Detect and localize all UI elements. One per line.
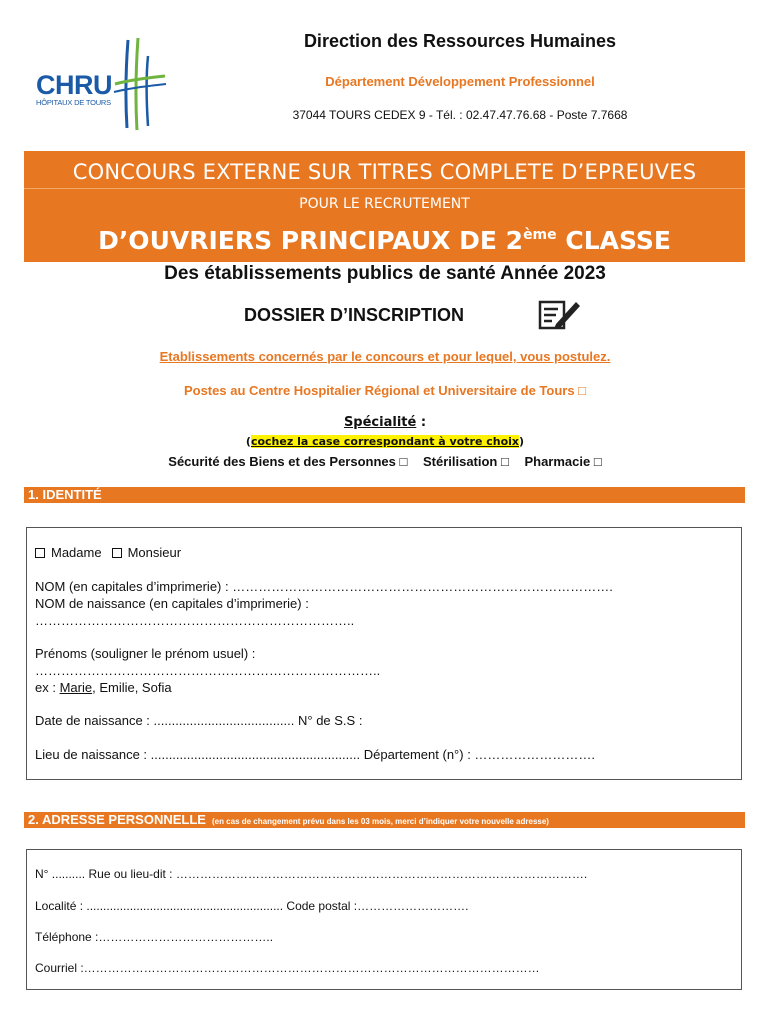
monsieur-checkbox[interactable] [112, 548, 122, 558]
banner-line-2: POUR LE RECRUTEMENT [299, 196, 470, 212]
banner-line-3-sup: ème [523, 227, 557, 243]
hint-text: cochez la case correspondant à votre choix [250, 435, 520, 448]
section-adresse-header [24, 812, 745, 828]
rue-field[interactable]: N° .......... Rue ou lieu-dit : …………………………………………………………………………………………. [35, 867, 588, 881]
option-sterilisation[interactable]: Stérilisation □ [422, 454, 509, 469]
subtitle: Des établissements publics de santé Année 2023 [164, 263, 606, 284]
banner-line-3 [24, 226, 745, 255]
section-adresse-title: 2. ADRESSE PERSONNELLE [28, 812, 206, 827]
monsieur-label: Monsieur [127, 545, 182, 560]
hint-close: ) [519, 435, 525, 448]
section-identite-header [24, 487, 745, 503]
chru-logo [30, 36, 170, 131]
dossier-title: DOSSIER D’INSCRIPTION [244, 305, 465, 325]
specialite-heading [0, 415, 770, 430]
nom-naissance-label: NOM de naissance (en capitales d’imprimerie) : [35, 596, 309, 611]
specialite-hint [0, 435, 770, 448]
madame-label: Madame [51, 545, 102, 560]
option-securite[interactable]: Sécurité des Biens et des Personnes □ [168, 454, 408, 469]
prenoms-field[interactable]: …………………………………………………………………….. [35, 663, 381, 678]
header-address: 37044 TOURS CEDEX 9 - Tél. : 02.47.47.76.68 - Poste 7.7668 [292, 108, 628, 122]
identite-box [26, 527, 742, 780]
adresse-box [26, 849, 742, 990]
specialite-colon: : [416, 415, 427, 430]
banner-divider [24, 188, 745, 189]
etablissements-text: Etablissements concernés par le concours et pour lequel, vous postulez. [159, 349, 611, 364]
example-rest: , Emilie, Sofia [92, 680, 172, 695]
section-adresse-note: (en cas de changement prévu dans les 03 mois, merci d’indiquer votre nouvelle adresse) [211, 817, 549, 826]
madame-checkbox[interactable] [35, 548, 45, 558]
postes-option[interactable]: Postes au Centre Hospitalier Régional et Universitaire de Tours □ [183, 383, 587, 398]
section-identite-title: 1. IDENTITÉ [28, 487, 102, 502]
civility-row [35, 545, 181, 560]
lieu-naissance-field[interactable]: Lieu de naissance : .......................................................... Département (n°) : ………………………. [35, 747, 596, 762]
form-edit-icon [536, 296, 582, 330]
nom-field[interactable]: NOM (en capitales d’imprimerie) : ……………………………………………………………………………. [35, 579, 613, 594]
logo-subtext: HÔPITAUX DE TOURS [36, 98, 111, 107]
logo-text: CHRU [36, 70, 112, 100]
title-banner [24, 151, 745, 262]
example-underlined: Marie [59, 680, 93, 695]
prenoms-label: Prénoms (souligner le prénom usuel) : [35, 646, 256, 661]
prenoms-example [35, 680, 172, 695]
telephone-field[interactable]: Téléphone :…………………………………….. [35, 930, 274, 944]
option-pharmacie[interactable]: Pharmacie □ [524, 454, 602, 469]
courriel-field[interactable]: Courriel :…………………………………………………………………………………………………… [35, 961, 540, 975]
banner-line-3-prefix: D’OUVRIERS PRINCIPAUX DE 2 [98, 226, 524, 255]
nom-naissance-field[interactable]: ……………………………………………………………….. [35, 613, 355, 628]
localite-field[interactable]: Localité : ........................................................... Code postal :………………………. [35, 899, 469, 913]
specialite-options [0, 454, 770, 469]
hint-open: ( [245, 435, 251, 448]
banner-line-1: CONCOURS EXTERNE SUR TITRES COMPLETE D’EPREUVES [72, 160, 697, 184]
date-naissance-field[interactable]: Date de naissance : ....................................... N° de S.S : [35, 713, 363, 728]
header-department: Département Développement Professionnel [325, 74, 595, 89]
example-prefix: ex : [35, 680, 60, 695]
header-title: Direction des Ressources Humaines [303, 31, 617, 51]
banner-line-3-suffix: CLASSE [556, 226, 671, 255]
specialite-label: Spécialité [343, 415, 417, 430]
